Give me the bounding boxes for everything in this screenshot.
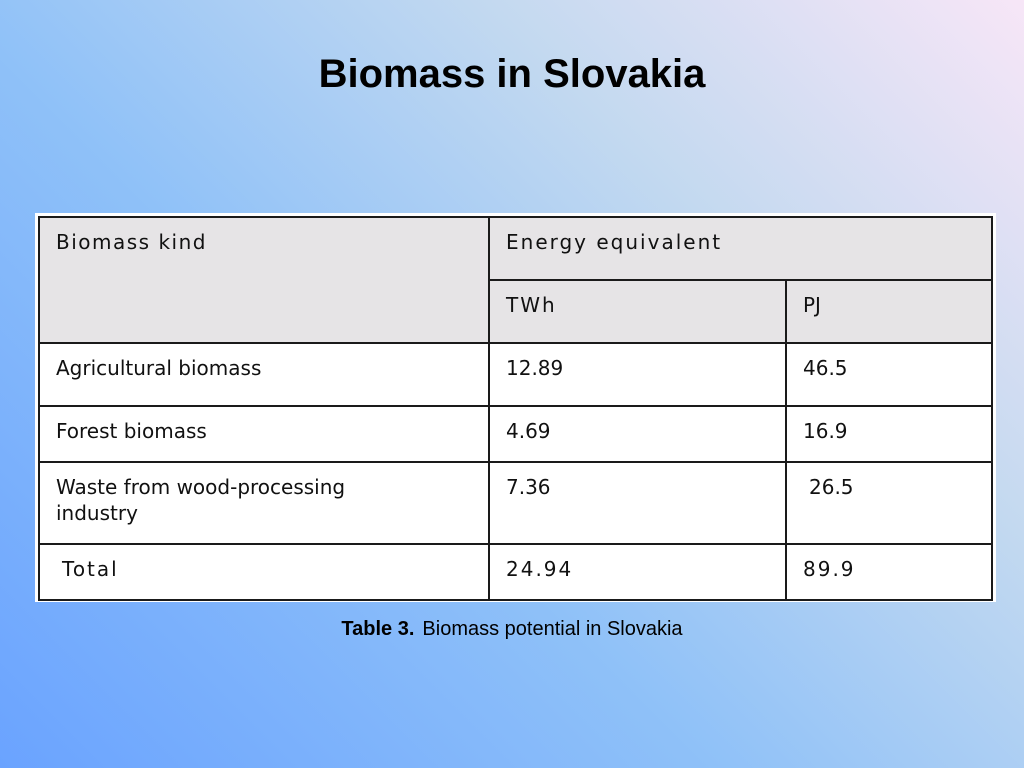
table-row (39, 462, 992, 544)
caption-label: Table 3. (341, 618, 415, 640)
row-pj-cell (786, 462, 992, 544)
header-biomass-kind (39, 217, 489, 343)
header-unit-twh (489, 280, 786, 343)
row-kind-cell (39, 343, 489, 406)
table-row-total (39, 544, 992, 600)
row-pj-cell (786, 406, 992, 462)
header-unit-pj-label: PJ (803, 293, 821, 317)
header-unit-twh-label: TWh (506, 293, 557, 317)
table-caption (0, 618, 1024, 641)
table-container (35, 213, 996, 602)
row-kind: Waste from wood-processing industry (56, 475, 346, 525)
row-pj: 46.5 (803, 356, 848, 380)
row-kind-cell (39, 462, 489, 544)
header-energy-equivalent-label: Energy equivalent (506, 230, 723, 254)
header-energy-equivalent (489, 217, 992, 280)
row-pj: 89.9 (803, 557, 856, 581)
slide-title: Biomass in Slovakia (318, 52, 706, 96)
row-kind: Agricultural biomass (56, 356, 262, 380)
row-kind-cell (39, 406, 489, 462)
row-twh: 7.36 (506, 475, 551, 499)
biomass-table (38, 216, 993, 601)
table-row (39, 406, 992, 462)
header-unit-pj (786, 280, 992, 343)
row-kind-cell (39, 544, 489, 600)
row-twh-cell (489, 462, 786, 544)
row-twh-cell (489, 343, 786, 406)
caption-text: Biomass potential in Slovakia (422, 618, 683, 640)
row-twh: 24.94 (506, 557, 574, 581)
row-twh-cell (489, 406, 786, 462)
row-kind: Total (62, 557, 119, 581)
row-twh: 12.89 (506, 356, 564, 380)
row-pj: 16.9 (803, 419, 848, 443)
row-twh-cell (489, 544, 786, 600)
row-twh: 4.69 (506, 419, 551, 443)
row-pj-cell (786, 343, 992, 406)
row-pj-cell (786, 544, 992, 600)
table-row (39, 343, 992, 406)
row-kind: Forest biomass (56, 419, 207, 443)
header-biomass-kind-label: Biomass kind (56, 230, 207, 254)
row-pj: 26.5 (809, 475, 854, 499)
